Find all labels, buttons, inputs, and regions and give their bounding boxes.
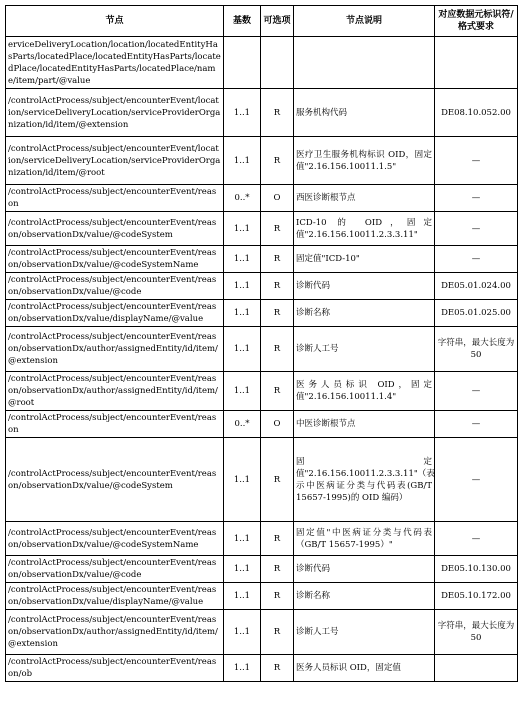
table-row <box>6 610 518 655</box>
cardinality-cell: 1..1 <box>224 655 261 682</box>
optional-cell <box>261 37 294 89</box>
description-cell: 中医诊断根节点 <box>294 411 435 438</box>
table-row <box>6 411 518 438</box>
optional-cell: R <box>261 655 294 682</box>
node-cell: /controlActProcess/subject/encounterEvent/reason/ob <box>6 655 224 682</box>
element-id-cell: DE05.10.130.00 <box>435 556 518 583</box>
table-row <box>6 89 518 137</box>
cardinality-cell: 1..1 <box>224 327 261 372</box>
element-id-cell <box>435 37 518 89</box>
element-id-cell: — <box>435 212 518 246</box>
optional-cell: R <box>261 137 294 185</box>
node-cell: /controlActProcess/subject/encounterEvent/reason/observationDx/author/assignedEntity/id/item/@extension <box>6 327 224 372</box>
description-cell: 诊断人工号 <box>294 610 435 655</box>
optional-cell: R <box>261 372 294 411</box>
element-id-cell: DE08.10.052.00 <box>435 89 518 137</box>
element-id-cell: — <box>435 137 518 185</box>
node-cell: /controlActProcess/subject/encounterEvent/reason/observationDx/author/assignedEntity/id/item/@root <box>6 372 224 411</box>
cardinality-cell: 1..1 <box>224 583 261 610</box>
cardinality-cell: 1..1 <box>224 556 261 583</box>
table-row <box>6 522 518 556</box>
description-cell: 服务机构代码 <box>294 89 435 137</box>
node-cell: /controlActProcess/subject/encounterEvent/reason/observationDx/value/@codeSystemName <box>6 522 224 556</box>
node-cell: /controlActProcess/subject/encounterEvent/reason/observationDx/author/assignedEntity/id/item/@extension <box>6 610 224 655</box>
optional-cell: O <box>261 411 294 438</box>
element-id-cell: — <box>435 246 518 273</box>
node-cell: /controlActProcess/subject/encounterEvent/reason/observationDx/value/@codeSystemName <box>6 246 224 273</box>
header-element-id: 对应数据元标识符/格式要求 <box>435 6 518 37</box>
element-id-cell: — <box>435 438 518 522</box>
cardinality-cell: 1..1 <box>224 372 261 411</box>
table-row <box>6 37 518 89</box>
table-row <box>6 655 518 682</box>
cardinality-cell: 0..* <box>224 185 261 212</box>
node-cell: /controlActProcess/subject/encounterEvent/location/serviceDeliveryLocation/serviceProviderOrganization/id/item/@extension <box>6 89 224 137</box>
node-spec-table <box>5 5 518 682</box>
node-cell: erviceDeliveryLocation/location/locatedEntityHasParts/locatedPlace/locatedEntityHasParts/locatedPlace/locatedEntityHasParts/locatedPlace/name/item/part/@value <box>6 37 224 89</box>
table-row <box>6 137 518 185</box>
description-cell: 医务人员标识 OID，固定值 <box>294 655 435 682</box>
optional-cell: R <box>261 212 294 246</box>
element-id-cell: 字符串，最大长度为 50 <box>435 610 518 655</box>
node-cell: /controlActProcess/subject/encounterEvent/reason/observationDx/value/@codeSystem <box>6 212 224 246</box>
element-id-cell: — <box>435 372 518 411</box>
description-cell: 医疗卫生服务机构标识 OID，固定值"2.16.156.10011.1.5" <box>294 137 435 185</box>
optional-cell: R <box>261 300 294 327</box>
description-cell: 西医诊断根节点 <box>294 185 435 212</box>
table-row <box>6 185 518 212</box>
node-cell: /controlActProcess/subject/encounterEvent/reason/observationDx/value/displayName/@value <box>6 300 224 327</box>
optional-cell: R <box>261 273 294 300</box>
table-row <box>6 212 518 246</box>
header-description: 节点说明 <box>294 6 435 37</box>
node-cell: /controlActProcess/subject/encounterEvent/reason <box>6 411 224 438</box>
table-row <box>6 583 518 610</box>
header-node: 节点 <box>6 6 224 37</box>
node-cell: /controlActProcess/subject/encounterEvent/location/serviceDeliveryLocation/serviceProviderOrganization/id/item/@root <box>6 137 224 185</box>
table-row <box>6 300 518 327</box>
element-id-cell: DE05.10.172.00 <box>435 583 518 610</box>
node-cell: /controlActProcess/subject/encounterEvent/reason/observationDx/value/@codeSystem <box>6 438 224 522</box>
element-id-cell <box>435 655 518 682</box>
table-header-row <box>6 6 518 37</box>
description-cell: 固定值"中医病证分类与代码表（GB/T 15657-1995）" <box>294 522 435 556</box>
cardinality-cell: 1..1 <box>224 300 261 327</box>
description-cell: 固定值"2.16.156.10011.2.3.3.11"（表示中医病证分类与代码表(GB/T 15657-1995)的 OID 编码） <box>294 438 435 522</box>
cardinality-cell: 0..* <box>224 411 261 438</box>
description-cell <box>294 37 435 89</box>
node-cell: /controlActProcess/subject/encounterEvent/reason/observationDx/value/@code <box>6 556 224 583</box>
description-cell: 诊断名称 <box>294 300 435 327</box>
optional-cell: R <box>261 438 294 522</box>
element-id-cell: — <box>435 185 518 212</box>
description-cell: 诊断人工号 <box>294 327 435 372</box>
description-cell: 诊断代码 <box>294 273 435 300</box>
element-id-cell: — <box>435 522 518 556</box>
cardinality-cell: 1..1 <box>224 89 261 137</box>
table-row <box>6 327 518 372</box>
optional-cell: R <box>261 556 294 583</box>
table-row <box>6 273 518 300</box>
table-row <box>6 246 518 273</box>
node-cell: /controlActProcess/subject/encounterEvent/reason <box>6 185 224 212</box>
description-cell: 医务人员标识 OID，固定值"2.16.156.10011.1.4" <box>294 372 435 411</box>
element-id-cell: DE05.01.024.00 <box>435 273 518 300</box>
optional-cell: R <box>261 327 294 372</box>
optional-cell: O <box>261 185 294 212</box>
optional-cell: R <box>261 583 294 610</box>
cardinality-cell: 1..1 <box>224 438 261 522</box>
optional-cell: R <box>261 610 294 655</box>
node-cell: /controlActProcess/subject/encounterEvent/reason/observationDx/value/@code <box>6 273 224 300</box>
cardinality-cell: 1..1 <box>224 212 261 246</box>
description-cell: ICD-10 的 OID，固定值"2.16.156.10011.2.3.3.11" <box>294 212 435 246</box>
optional-cell: R <box>261 522 294 556</box>
cardinality-cell: 1..1 <box>224 522 261 556</box>
element-id-cell: DE05.01.025.00 <box>435 300 518 327</box>
node-cell: /controlActProcess/subject/encounterEvent/reason/observationDx/value/displayName/@value <box>6 583 224 610</box>
header-optional: 可选项 <box>261 6 294 37</box>
table-row <box>6 556 518 583</box>
table-row <box>6 438 518 522</box>
description-cell: 诊断代码 <box>294 556 435 583</box>
cardinality-cell: 1..1 <box>224 137 261 185</box>
optional-cell: R <box>261 246 294 273</box>
element-id-cell: 字符串，最大长度为 50 <box>435 327 518 372</box>
description-cell: 诊断名称 <box>294 583 435 610</box>
cardinality-cell: 1..1 <box>224 273 261 300</box>
description-cell: 固定值"ICD-10" <box>294 246 435 273</box>
element-id-cell: — <box>435 411 518 438</box>
cardinality-cell: 1..1 <box>224 610 261 655</box>
table-row <box>6 372 518 411</box>
cardinality-cell: 1..1 <box>224 246 261 273</box>
optional-cell: R <box>261 89 294 137</box>
cardinality-cell <box>224 37 261 89</box>
header-cardinality: 基数 <box>224 6 261 37</box>
